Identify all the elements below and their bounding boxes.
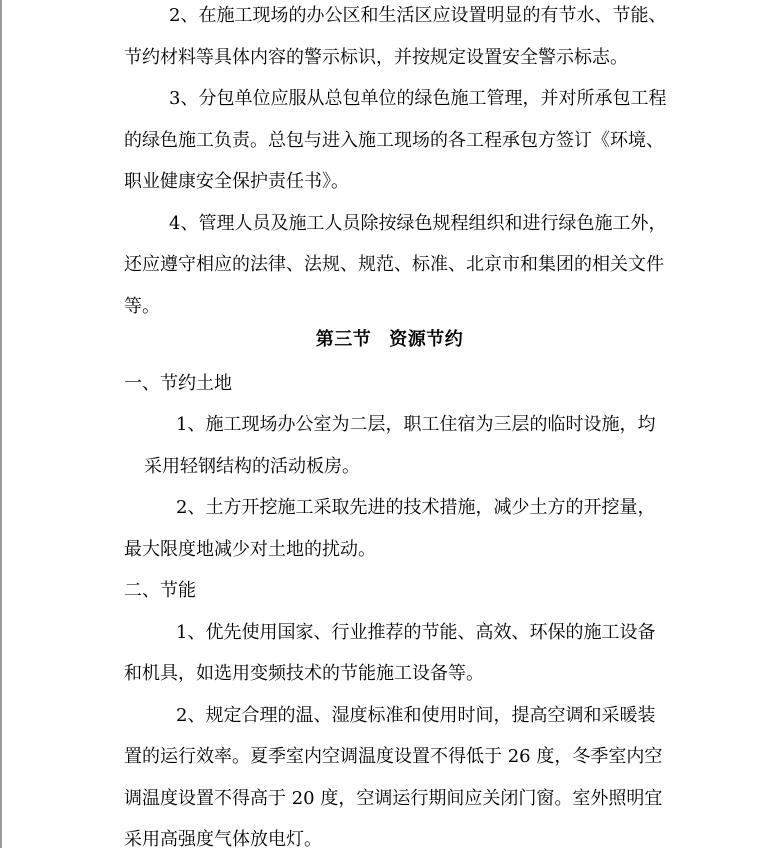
paragraph-line: 置的运行效率。夏季室内空调温度设置不得低于 26 度，冬季室内空 bbox=[124, 746, 663, 767]
section-title: 资源节约 bbox=[389, 329, 464, 350]
subsection-title: 二、节能 bbox=[124, 580, 196, 601]
paragraph-line: 最大限度地减少对土地的扰动。 bbox=[124, 539, 376, 560]
paragraph-line: 4、管理人员及施工人员除按绿色规程组织和进行绿色施工外， bbox=[169, 213, 667, 234]
subsection-title: 一、节约土地 bbox=[124, 373, 232, 394]
paragraph-line: 1、施工现场办公室为二层，职工住宿为三层的临时设施，均 bbox=[176, 414, 656, 435]
paragraph-line: 2、土方开挖施工采取先进的技术措施，减少土方的开挖量， bbox=[176, 497, 656, 518]
paragraph-line: 1、优先使用国家、行业推荐的节能、高效、环保的施工设备 bbox=[176, 622, 656, 643]
paragraph-line: 等。 bbox=[124, 296, 160, 317]
paragraph-line: 调温度设置不得高于 20 度，空调运行期间应关闭门窗。室外照明宜 bbox=[124, 788, 663, 809]
paragraph-line: 2、在施工现场的办公区和生活区应设置明显的有节水、节能、 bbox=[169, 5, 667, 26]
paragraph-line: 和机具，如选用变频技术的节能施工设备等。 bbox=[124, 663, 484, 684]
paragraph-line: 2、规定合理的温、湿度标准和使用时间，提高空调和采暖装 bbox=[176, 705, 656, 726]
section-number: 第三节 bbox=[315, 329, 372, 350]
paragraph-line: 职业健康安全保护责任书》。 bbox=[124, 171, 349, 192]
paragraph-line: 采用高强度气体放电灯。 bbox=[124, 829, 322, 850]
paragraph-line: 节约材料等具体内容的警示标识，并按规定设置安全警示标志。 bbox=[124, 47, 628, 68]
paragraph-line: 采用轻钢结构的活动板房。 bbox=[144, 456, 360, 477]
paragraph-line: 3、分包单位应服从总包单位的绿色施工管理，并对所承包工程 bbox=[169, 88, 667, 109]
section-heading bbox=[0, 329, 779, 351]
paragraph-line: 还应遵守相应的法律、法规、规范、标准、北京市和集团的相关文件 bbox=[124, 254, 664, 275]
paragraph-line: 的绿色施工负责。总包与进入施工现场的各工程承包方签订《环境、 bbox=[124, 130, 664, 151]
